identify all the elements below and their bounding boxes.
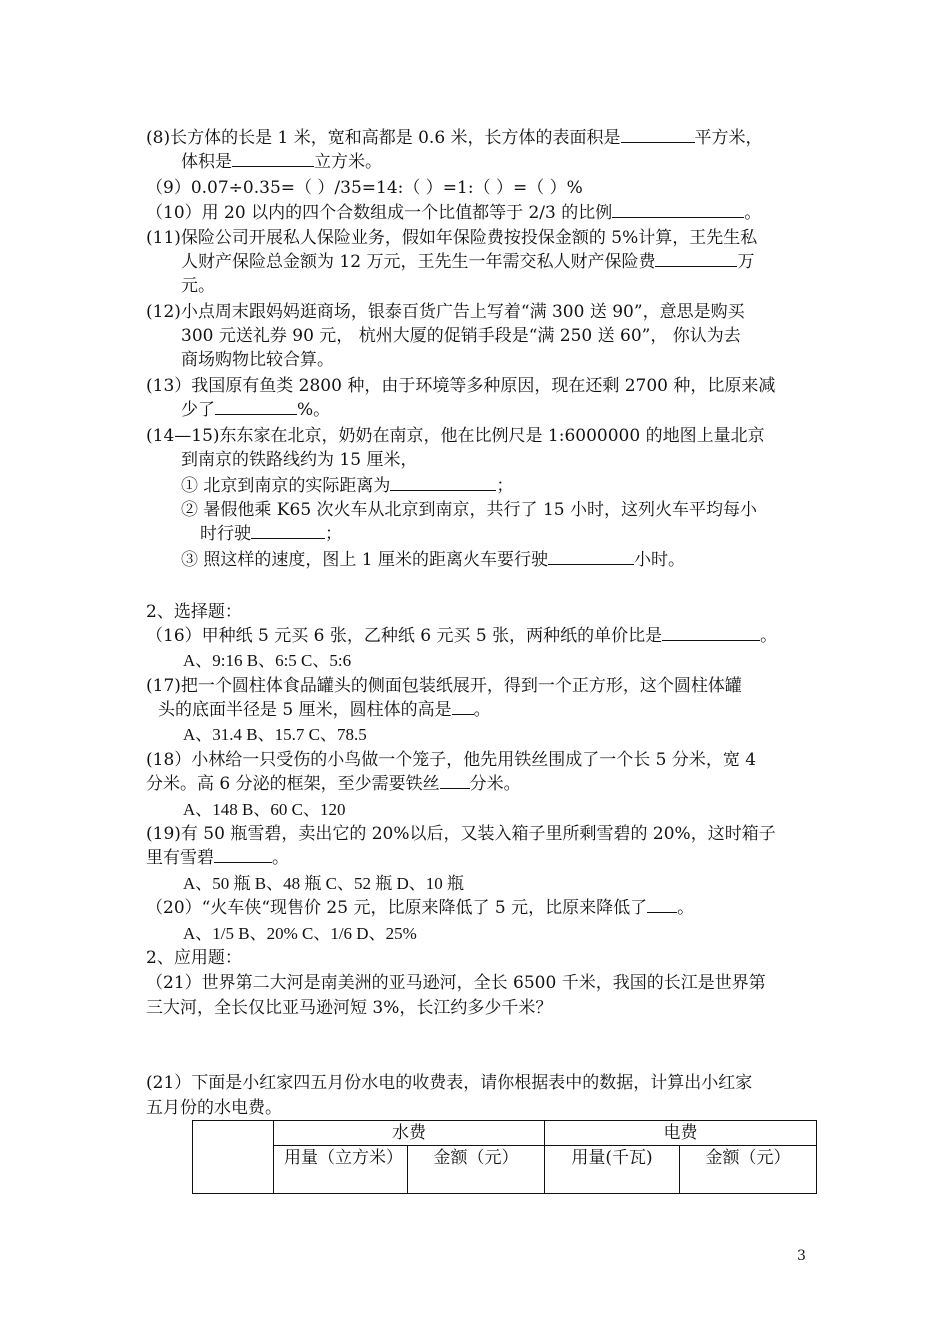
q17-options: A、31.4 B、15.7 C、78.5	[183, 725, 367, 744]
answer-blank	[390, 474, 496, 491]
table-col-water-amount: 金额（元）	[408, 1146, 545, 1194]
q14-line2: 到南京的铁路线约为 15 厘米，	[181, 450, 418, 470]
q21-line2: 三大河，全长仅比亚马逊河短 3%，长江约多少千米？	[146, 998, 553, 1018]
answer-blank	[655, 250, 737, 267]
q8-line2: 体积是 立方米。	[181, 152, 382, 172]
q14-sub3: ③ 照这样的速度，图上 1 厘米的距离火车要行驶 小时。	[181, 550, 686, 570]
q14-sub2-cont: 时行驶 ；	[200, 524, 342, 544]
page-number: 3	[797, 1248, 806, 1264]
q20-options: A、1/5 B、20% C、1/6 D、25%	[183, 924, 417, 943]
answer-blank	[647, 896, 677, 913]
answer-blank	[214, 846, 272, 863]
q12-line3: 商场购物比较合算。	[181, 350, 334, 370]
section-choice-heading: 2、选择题：	[146, 602, 242, 622]
answer-blank	[215, 398, 297, 415]
q12-line2: 300 元送礼券 90 元， 杭州大厦的促销手段是“满 250 送 60”， 你认为去	[181, 326, 741, 346]
table-col-electric-amount: 金额（元）	[680, 1146, 817, 1194]
answer-blank	[452, 698, 474, 715]
section-application-heading: 2、应用题：	[146, 948, 242, 968]
q19-line2: 里有雪碧 。	[146, 848, 289, 868]
q19-options: A、50 瓶 B、48 瓶 C、52 瓶 D、10 瓶	[183, 874, 464, 893]
q11-line2: 人财产保险总金额为 12 万元，王先生一年需交私人财产保险费 万	[181, 252, 755, 272]
q17-line2: 头的底面半径是 5 厘米，圆柱体的高是 。	[158, 700, 491, 720]
answer-blank	[662, 624, 760, 641]
table-header-water: 水费	[274, 1121, 545, 1146]
answer-blank	[440, 772, 470, 789]
table-empty-cell	[193, 1121, 274, 1194]
answer-blank	[251, 522, 325, 539]
q18-line1: (18）小林给一只受伤的小鸟做一个笼子，他先用铁丝围成了一个长 5 分米，宽 4	[146, 750, 757, 770]
answer-blank	[612, 201, 744, 218]
q14-sub2: ② 暑假他乘 K65 次火车从北京到南京，共行了 15 小时，这列火车平均每小	[181, 500, 757, 520]
q11-line3: 元。	[181, 276, 215, 296]
table-col-water-usage: 用量（立方米）	[274, 1146, 408, 1194]
q13-line2: 少了 %。	[181, 400, 331, 420]
q9-line: （9）0.07÷0.35=（ ）/35=14:（ ）=1:（ ）=（ ）%	[146, 178, 583, 198]
q13-line1: (13）我国原有鱼类 2800 种，由于环境等多种原因，现在还剩 2700 种，比原来减	[146, 376, 776, 396]
q21-line1: （21）世界第二大河是南美洲的亚马逊河，全长 6500 千米，我国的长江是世界第	[146, 973, 766, 993]
utility-fee-table	[192, 1120, 817, 1194]
q12-line1: (12)小点周末跟妈妈逛商场，银泰百货广告上写着“满 300 送 90”，意思是购买	[146, 302, 745, 322]
q21b-line2: 五月份的水电费。	[146, 1098, 282, 1118]
q20-line: （20）“火车侠“现售价 25 元，比原来降低了 5 元，比原来降低了 。	[146, 898, 695, 918]
answer-blank	[621, 126, 695, 143]
q8-line1: (8)长方体的长是 1 米，宽和高都是 0.6 米，长方体的表面积是 平方米，	[146, 128, 763, 148]
q10-line: （10）用 20 以内的四个合数组成一个比值都等于 2/3 的比例 。	[146, 203, 762, 223]
q18-line2: 分米。高 6 分泌的框架，至少需要铁丝 分米。	[146, 774, 521, 794]
q16-options: A、9:16 B、6:5 C、5:6	[183, 651, 352, 670]
q19-line1: (19)有 50 瓶雪碧，卖出它的 20%以后，又装入箱子里所剩雪碧的 20%，这时箱子	[146, 824, 776, 844]
answer-blank	[232, 150, 314, 167]
q18-options: A、148 B、60 C、120	[183, 800, 346, 819]
q16-line: （16）甲种纸 5 元买 6 张，乙种纸 6 元买 5 张，两种纸的单价比是 。	[146, 626, 778, 646]
q11-line1: (11)保险公司开展私人保险业务，假如年保险费按投保金额的 5%计算，王先生私	[146, 228, 758, 248]
table-header-electric: 电费	[545, 1121, 817, 1146]
table-col-electric-usage: 用量(千瓦)	[545, 1146, 680, 1194]
q17-line1: (17)把一个圆柱体食品罐头的侧面包装纸展开，得到一个正方形，这个圆柱体罐	[146, 676, 742, 696]
q21b-line1: (21）下面是小红家四五月份水电的收费表，请你根据表中的数据，计算出小红家	[146, 1073, 753, 1093]
q14-sub1: ① 北京到南京的实际距离为 ；	[181, 476, 514, 496]
answer-blank	[548, 548, 634, 565]
q14-line1: (14—15)东东家在北京，奶奶在南京，他在比例尺是 1:6000000 的地图上量北京	[146, 426, 765, 446]
